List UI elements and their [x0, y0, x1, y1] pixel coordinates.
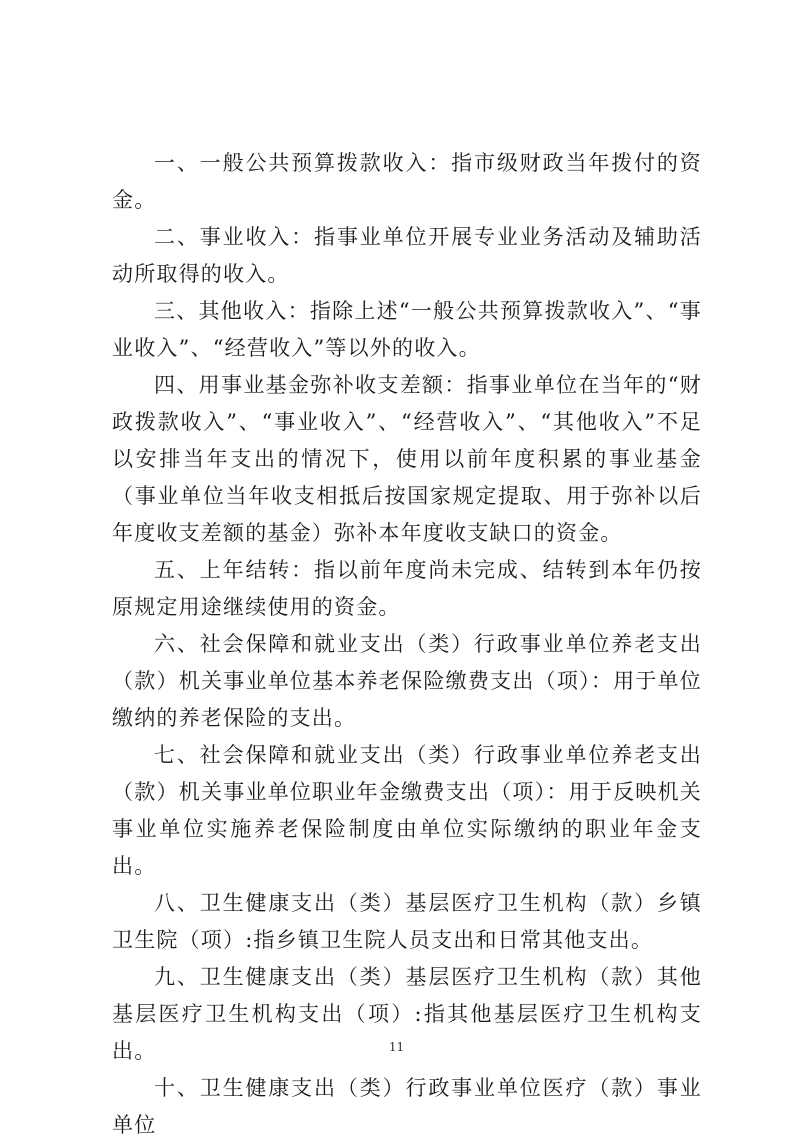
page-number: 11 [388, 1040, 405, 1054]
document-body [112, 145, 702, 1144]
paragraph-1: 一、一般公共预算拨款收入：指市级财政当年拨付的资金。 [112, 151, 702, 212]
paragraph-4: 四、用事业基金弥补收支差额：指事业单位在当年的“财政拨款收入”、“事业收入”、“经营收入”、“其他收入”不足以安排当年支出的情况下，使用以前年度积累的事业基金（事业单位当年收支相抵后按国家规定提取、用于弥补以后年度收支差额的基金）弥补本年度收支缺口的资金。 [112, 373, 702, 545]
paragraph-5: 五、上年结转：指以前年度尚未完成、结转到本年仍按原规定用途继续使用的资金。 [112, 558, 702, 619]
paragraph-10: 十、卫生健康支出（类）行政事业单位医疗（款）事业单位 [112, 1076, 702, 1137]
paragraph-7: 七、社会保障和就业支出（类）行政事业单位养老支出（款）机关事业单位职业年金缴费支出（项）：用于反映机关事业单位实施养老保险制度由单位实际缴纳的职业年金支出。 [112, 743, 702, 878]
paragraph-3: 三、其他收入：指除上述“一般公共预算拨款收入”、“事业收入”、“经营收入”等以外的收入。 [112, 299, 702, 360]
paragraph-6: 六、社会保障和就业支出（类）行政事业单位养老支出（款）机关事业单位基本养老保险缴费支出（项）：用于单位缴纳的养老保险的支出。 [112, 632, 702, 730]
paragraph-9: 九、卫生健康支出（类）基层医疗卫生机构（款）其他基层医疗卫生机构支出（项）:指其他基层医疗卫生机构支出。 [112, 965, 702, 1063]
paragraph-8: 八、卫生健康支出（类）基层医疗卫生机构（款）乡镇卫生院（项）:指乡镇卫生院人员支出和日常其他支出。 [112, 891, 702, 952]
paragraph-2: 二、事业收入：指事业单位开展专业业务活动及辅助活动所取得的收入。 [112, 225, 702, 286]
